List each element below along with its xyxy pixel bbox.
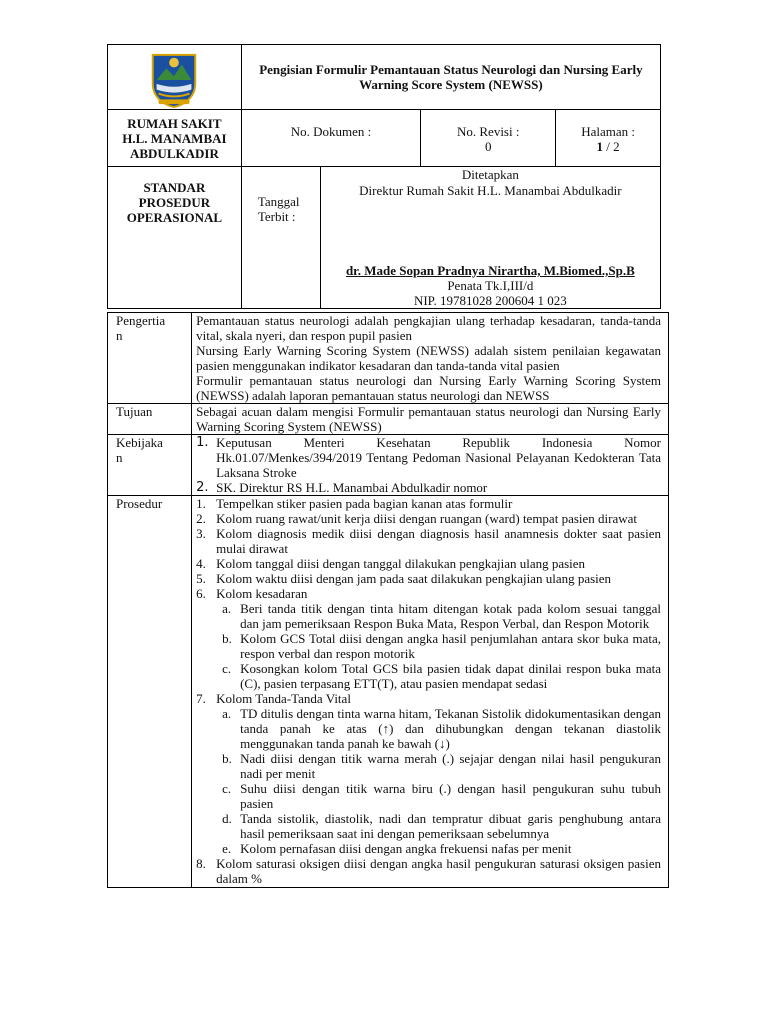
step-text: Tempelkan stiker pasien pada bagian kanan atas formulir (216, 496, 513, 511)
document-title: Pengisian Formulir Pemantauan Status Neurologi dan Nursing Early Warning Score System (NEWSS) (241, 45, 660, 110)
step-text: Kolom Tanda-Tanda Vital (216, 691, 351, 706)
signer-nip: NIP. 19781028 200604 1 023 (413, 293, 567, 308)
sop-body-table (107, 312, 669, 888)
sop-line: PROSEDUR (138, 195, 211, 210)
substep-letter: d. (222, 811, 232, 826)
step-text: Kolom tanggal diisi dengan tanggal dilakukan pengkajian ulang pasien (216, 556, 586, 571)
substep-letter: b. (222, 751, 232, 766)
definition-paragraph: Pemantauan status neurologi adalah pengkajian ulang terhadap kesadaran, tanda-tanda vital, skala nyeri, dan respon pupil pasien (196, 313, 661, 343)
policy-number: 1. (196, 435, 209, 450)
issue-date-label: Terbit : (257, 209, 296, 224)
procedure-substep (216, 601, 661, 631)
substep-text: Kolom GCS Total diisi dengan angka hasil penjumlahan antara skor buka mata, respon verbal dan respon motorik (240, 631, 661, 661)
step-number: 2. (196, 511, 206, 526)
revision-value: 0 (484, 139, 492, 154)
procedure-step (192, 496, 661, 511)
signer-rank: Penata Tk.I,III/d (447, 278, 534, 293)
hospital-name-line: RUMAH SAKIT (127, 115, 222, 131)
step-number: 3. (196, 526, 206, 541)
hospital-name-line: H.L. MANAMBAI (122, 130, 227, 146)
substep-text: Suhu diisi dengan titik warna biru (.) dengan hasil pengukuran suhu tubuh pasien (240, 781, 661, 811)
step-text: Kolom diagnosis medik diisi dengan diagnosis hasil anamnesis dokter saat pasien mulai dirawat (216, 526, 661, 556)
procedure-step (192, 526, 661, 556)
section-content (192, 435, 669, 496)
substep-letter: a. (222, 601, 232, 616)
step-text: Kolom waktu diisi dengan jam pada saat dilakukan pengkajian ulang pasien (216, 571, 612, 586)
substep-text: Kolom pernafasan diisi dengan angka frekuensi nafas per menit (240, 841, 572, 856)
signer-name: dr. Made Sopan Pradnya Nirartha, M.Biomed.,Sp.B (345, 263, 635, 278)
procedure-substep (216, 811, 661, 841)
sop-line: OPERASIONAL (126, 210, 223, 225)
procedure-step (192, 691, 661, 706)
substep-letter: a. (222, 706, 232, 721)
substep-letter: c. (222, 781, 232, 796)
revision-label: No. Revisi : (456, 124, 520, 139)
step-number: 5. (196, 571, 206, 586)
hospital-logo-icon (145, 51, 203, 109)
purpose-text: Sebagai acuan dalam mengisi Formulir pemantauan status neurologi dan Nursing Early Warning Scoring System (NEWSS) (196, 404, 661, 434)
section-content (192, 496, 669, 888)
substep-text: TD ditulis dengan tinta warna hitam, Tekanan Sistolik didokumentasikan dengan tanda panah ke atas (↑) dan dihubungkan dengan tekanan diastolik menggunakan tanda panah ke bawah (↓) (240, 706, 661, 751)
procedure-substep (216, 706, 661, 751)
step-number: 1. (196, 496, 206, 511)
substep-letter: b. (222, 631, 232, 646)
procedure-substep (216, 841, 661, 856)
issue-date-label: Tanggal (257, 194, 300, 209)
doc-number-cell (241, 110, 420, 167)
policy-text: Keputusan Menteri Kesehatan Republik Indonesia Nomor Hk.01.07/Menkes/394/2019 Tentang Pedoman Nasional Pelayanan Kedokteran Tata Laksana Stroke (216, 435, 661, 480)
hospital-name (108, 110, 242, 167)
step-number: 7. (196, 691, 206, 706)
hospital-name-line: ABDULKADIR (129, 145, 219, 161)
approval-cell (320, 167, 660, 309)
section-label-line: n (116, 450, 123, 465)
director-title: Direktur Rumah Sakit H.L. Manambai Abdulkadir (359, 183, 622, 198)
section-label-line: Pengertia (116, 313, 166, 328)
section-label (108, 435, 192, 496)
substep-text: Tanda sistolik, diastolik, nadi dan tempratur dibuat garis penghubung antara hasil pemeriksaan saat ini dengan pemeriksaan sebelumnya (240, 811, 661, 841)
substep-text: Beri tanda titik dengan tinta hitam ditengan kotak pada kolom sesuai tanggal dan jam pemeriksaan Respon Buka Mata, Respon Verbal, dan Respon Motorik (240, 601, 661, 631)
doc-number-label: No. Dokumen : (290, 124, 372, 139)
section-content (192, 313, 669, 404)
policy-item (192, 435, 661, 480)
section-label: Prosedur (108, 496, 192, 888)
page-label: Halaman : (581, 124, 636, 139)
procedure-substep (216, 631, 661, 661)
step-number: 6. (196, 586, 206, 601)
procedure-substep (216, 751, 661, 781)
sop-line: STANDAR (143, 180, 206, 195)
procedure-substep (216, 661, 661, 691)
logo-cell (108, 45, 242, 110)
section-label: Tujuan (108, 404, 192, 435)
section-label-line: Kebijaka (116, 435, 163, 450)
section-label (108, 313, 192, 404)
page-current: 1 (596, 139, 604, 154)
page-cell (556, 110, 660, 166)
step-text: Kolom saturasi oksigen diisi dengan angka hasil pengukuran saturasi oksigen pasien dalam % (216, 856, 661, 886)
section-label-line: n (116, 328, 123, 343)
revision-cell (421, 110, 556, 166)
procedure-step (192, 586, 661, 601)
step-text: Kolom kesadaran (216, 586, 308, 601)
substep-letter: c. (222, 661, 232, 676)
substep-letter: e. (222, 841, 232, 856)
page-total: / 2 (603, 139, 620, 154)
section-pengertian (108, 313, 669, 404)
procedure-step (192, 571, 661, 586)
procedure-substep (216, 781, 661, 811)
issue-date-cell (241, 167, 320, 309)
policy-text: SK. Direktur RS H.L. Manambai Abdulkadir nomor (216, 480, 488, 495)
section-tujuan (108, 404, 669, 435)
step-number: 4. (196, 556, 206, 571)
procedure-step (192, 856, 661, 886)
section-prosedur (108, 496, 669, 888)
revision-page-cell (421, 110, 661, 167)
substep-text: Kosongkan kolom Total GCS bila pasien tidak dapat dinilai respon buka mata (C), pasien terpasang ETT(T), atau pasien mendapat sedasi (240, 661, 661, 691)
step-text: Kolom ruang rawat/unit kerja diisi dengan ruangan (ward) tempat pasien dirawat (216, 511, 638, 526)
policy-item (192, 480, 661, 495)
section-kebijakan (108, 435, 669, 496)
definition-paragraph: Nursing Early Warning Scoring System (NEWSS) adalah sistem penilaian kegawatan pasien menggunakan indikator kesadaran dan tanda-tanda vital pasien (196, 343, 661, 373)
substep-text: Nadi diisi dengan titik warna merah (.) sejajar dengan nilai hasil pengukuran nadi per menit (240, 751, 661, 781)
policy-number: 2. (196, 480, 209, 495)
section-content (192, 404, 669, 435)
sop-header-table (107, 44, 661, 309)
procedure-step (192, 511, 661, 526)
approval-heading: Ditetapkan (461, 167, 519, 182)
step-number: 8. (196, 856, 206, 871)
definition-paragraph: Formulir pemantauan status neurologi dan Nursing Early Warning Scoring System (NEWSS) adalah laporan pemantauan status neurologi dan NEWSS (196, 373, 661, 403)
procedure-step (192, 556, 661, 571)
sop-label (108, 167, 242, 309)
